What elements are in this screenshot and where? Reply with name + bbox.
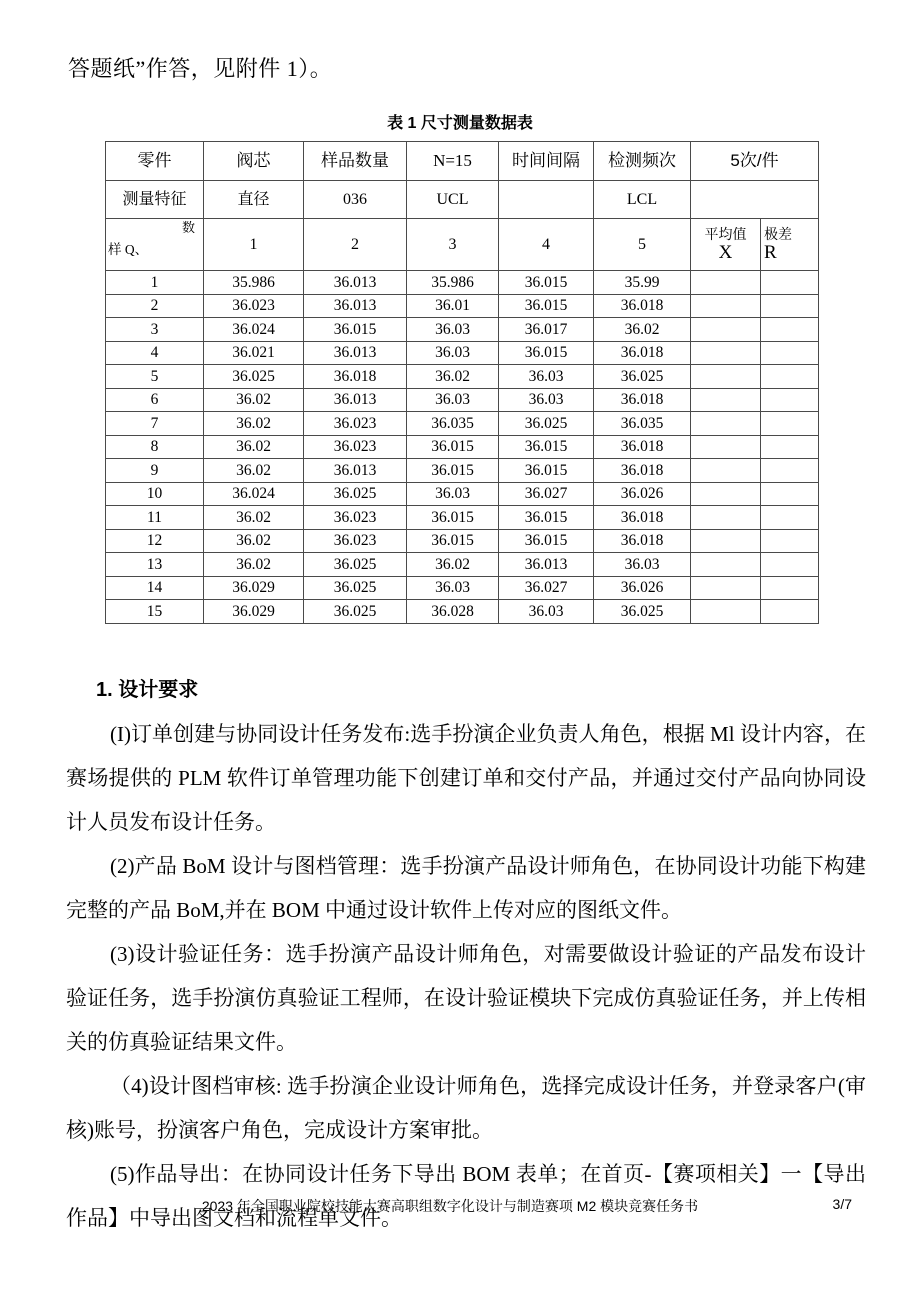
measurement-cell-4: 36.03	[499, 365, 594, 389]
measurement-cell-3: 36.015	[407, 435, 499, 459]
measurement-cell-2: 36.015	[304, 318, 407, 342]
row-index-cell: 13	[106, 553, 204, 577]
measurement-cell-3: 36.028	[407, 600, 499, 624]
row-index-cell: 11	[106, 506, 204, 530]
measurement-cell-3: 36.02	[407, 553, 499, 577]
header-spec-value: 036	[304, 181, 407, 219]
table-row	[106, 435, 819, 459]
measurement-cell-2: 36.013	[304, 271, 407, 295]
table-row	[106, 576, 819, 600]
body-text-block	[66, 668, 866, 1240]
requirement-paragraph-3: (3)设计验证任务：选手扮演产品设计师角色，对需要做设计验证的产品发布设计验证任务，选手扮演仿真验证工程师，在设计验证模块下完成仿真验证任务，并上传相关的仿真验证结果文件。	[66, 942, 866, 1054]
row-mean-cell	[691, 435, 761, 459]
header-measure-feature-value: 直径	[204, 181, 304, 219]
measurement-cell-2: 36.023	[304, 506, 407, 530]
row-mean-cell	[691, 576, 761, 600]
table-row	[106, 412, 819, 436]
measurement-cell-5: 36.018	[594, 506, 691, 530]
row-mean-cell	[691, 506, 761, 530]
measurement-cell-3: 35.986	[407, 271, 499, 295]
header-time-interval-label: 时间间隔	[499, 142, 594, 181]
measurement-cell-1: 36.021	[204, 341, 304, 365]
table-row	[106, 388, 819, 412]
row-index-cell: 5	[106, 365, 204, 389]
measurement-cell-5: 36.018	[594, 388, 691, 412]
table-row	[106, 318, 819, 342]
measurement-cell-3: 36.02	[407, 365, 499, 389]
row-index-cell: 6	[106, 388, 204, 412]
row-index-cell: 7	[106, 412, 204, 436]
table-header-row-1	[106, 142, 819, 181]
header-part-value: 阀芯	[204, 142, 304, 181]
measurement-cell-4: 36.015	[499, 435, 594, 459]
row-mean-cell	[691, 482, 761, 506]
measurement-cell-2: 36.025	[304, 576, 407, 600]
table-header-row-3	[106, 219, 819, 271]
measurement-cell-2: 36.025	[304, 553, 407, 577]
measurement-cell-3: 36.03	[407, 388, 499, 412]
table-data-body	[106, 271, 819, 624]
table-row	[106, 294, 819, 318]
mean-label: 平均值	[704, 225, 747, 242]
measurement-cell-5: 36.018	[594, 341, 691, 365]
header-sample-qty-value: N=15	[407, 142, 499, 181]
measurement-cell-4: 36.025	[499, 412, 594, 436]
header-ucl-value	[499, 181, 594, 219]
measurement-cell-4: 36.015	[499, 294, 594, 318]
corner-top-right-label: 数	[181, 220, 195, 235]
header-mean-cell	[691, 219, 761, 271]
row-mean-cell	[691, 553, 761, 577]
section-heading: 1. 设计要求	[96, 679, 199, 701]
measurement-cell-5: 36.018	[594, 435, 691, 459]
row-mean-cell	[691, 600, 761, 624]
row-range-cell	[761, 365, 819, 389]
measurement-cell-5: 36.03	[594, 553, 691, 577]
row-range-cell	[761, 388, 819, 412]
header-sample-qty-label: 样品数量	[304, 142, 407, 181]
corner-bottom-left-label: 样 Q、	[108, 242, 149, 258]
measurement-cell-2: 36.023	[304, 412, 407, 436]
measurement-cell-3: 36.015	[407, 529, 499, 553]
row-index-cell: 8	[106, 435, 204, 459]
header-sample-col-2: 2	[304, 219, 407, 271]
measurement-cell-1: 36.02	[204, 412, 304, 436]
row-index-cell: 14	[106, 576, 204, 600]
row-range-cell	[761, 341, 819, 365]
measurement-cell-2: 36.023	[304, 529, 407, 553]
row-mean-cell	[691, 412, 761, 436]
header-sample-col-5: 5	[594, 219, 691, 271]
row-range-cell	[761, 271, 819, 295]
table-row	[106, 341, 819, 365]
measurement-cell-4: 36.015	[499, 459, 594, 483]
row-mean-cell	[691, 271, 761, 295]
row-index-cell: 12	[106, 529, 204, 553]
table-row	[106, 529, 819, 553]
measurement-cell-4: 36.017	[499, 318, 594, 342]
measurement-cell-2: 36.013	[304, 341, 407, 365]
row-range-cell	[761, 553, 819, 577]
dimension-measurement-table	[105, 141, 819, 624]
header-sample-col-4: 4	[499, 219, 594, 271]
measurement-cell-4: 36.015	[499, 271, 594, 295]
row-mean-cell	[691, 388, 761, 412]
measurement-cell-5: 36.025	[594, 365, 691, 389]
measurement-cell-2: 36.013	[304, 294, 407, 318]
header-ucl-label: UCL	[407, 181, 499, 219]
requirement-paragraph-2: (2)产品 BoM 设计与图档管理：选手扮演产品设计师角色，在协同设计功能下构建完整的产品 BoM,并在 BOM 中通过设计软件上传对应的图纸文件。	[66, 854, 866, 922]
measurement-cell-3: 36.015	[407, 506, 499, 530]
row-mean-cell	[691, 318, 761, 342]
measurement-cell-3: 36.03	[407, 482, 499, 506]
measurement-cell-1: 36.024	[204, 482, 304, 506]
header-check-frequency-label: 检测频次	[594, 142, 691, 181]
row-range-cell	[761, 459, 819, 483]
row-range-cell	[761, 318, 819, 342]
mean-symbol: X	[718, 241, 733, 263]
row-mean-cell	[691, 294, 761, 318]
row-range-cell	[761, 576, 819, 600]
requirement-paragraph-4: （4)设计图档审核: 选手扮演企业设计师角色，选择完成设计任务，并登录客户(审核)账号，扮演客户角色，完成设计方案审批。	[66, 1074, 866, 1142]
row-index-cell: 15	[106, 600, 204, 624]
measurement-cell-3: 36.03	[407, 341, 499, 365]
measurement-cell-2: 36.023	[304, 435, 407, 459]
measurement-cell-5: 36.035	[594, 412, 691, 436]
measurement-cell-4: 36.027	[499, 482, 594, 506]
measurement-cell-1: 35.986	[204, 271, 304, 295]
measurement-cell-5: 36.026	[594, 482, 691, 506]
row-mean-cell	[691, 365, 761, 389]
row-index-cell: 2	[106, 294, 204, 318]
measurement-cell-2: 36.018	[304, 365, 407, 389]
measurement-cell-1: 36.02	[204, 553, 304, 577]
header-part-label: 零件	[106, 142, 204, 181]
measurement-cell-2: 36.025	[304, 600, 407, 624]
measurement-cell-1: 36.02	[204, 506, 304, 530]
header-lcl-label: LCL	[594, 181, 691, 219]
row-index-cell: 4	[106, 341, 204, 365]
header-corner-diagonal-cell	[106, 219, 204, 271]
footer-page-number: 3/7	[832, 1196, 852, 1212]
requirement-paragraph-1: (I)订单创建与协同设计任务发布:选手扮演企业负责人角色，根据 Ml 设计内容，在赛场提供的 PLM 软件订单管理功能下创建订单和交付产品，并通过交付产品向协同设计人员发布设计任务。	[66, 722, 866, 834]
row-range-cell	[761, 506, 819, 530]
measurement-cell-3: 36.015	[407, 459, 499, 483]
measurement-cell-1: 36.02	[204, 388, 304, 412]
header-check-frequency-value: 5次/件	[691, 142, 819, 181]
header-range-cell	[761, 219, 819, 271]
row-range-cell	[761, 529, 819, 553]
measurement-cell-4: 36.03	[499, 388, 594, 412]
measurement-cell-5: 36.025	[594, 600, 691, 624]
table-row	[106, 459, 819, 483]
row-index-cell: 10	[106, 482, 204, 506]
measurement-cell-5: 36.018	[594, 529, 691, 553]
measurement-cell-1: 36.029	[204, 600, 304, 624]
measurement-cell-5: 35.99	[594, 271, 691, 295]
table-row	[106, 271, 819, 295]
table-row	[106, 365, 819, 389]
table-header-row-2	[106, 181, 819, 219]
requirement-paragraph-5: (5)作品导出：在协同设计任务下导出 BOM 表单；在首页-【赛项相关】一【导出作品】中导出图文档和流程单文件。	[66, 1162, 866, 1230]
measurement-cell-2: 36.013	[304, 388, 407, 412]
range-symbol: R	[764, 241, 777, 263]
measurement-cell-1: 36.024	[204, 318, 304, 342]
measurement-cell-1: 36.025	[204, 365, 304, 389]
row-range-cell	[761, 482, 819, 506]
measurement-cell-4: 36.015	[499, 506, 594, 530]
measurement-cell-1: 36.02	[204, 459, 304, 483]
header-sample-col-3: 3	[407, 219, 499, 271]
measurement-cell-4: 36.013	[499, 553, 594, 577]
row-mean-cell	[691, 529, 761, 553]
measurement-cell-4: 36.03	[499, 600, 594, 624]
measurement-cell-4: 36.015	[499, 529, 594, 553]
row-mean-cell	[691, 341, 761, 365]
measurement-cell-5: 36.02	[594, 318, 691, 342]
measurement-cell-5: 36.018	[594, 459, 691, 483]
row-index-cell: 3	[106, 318, 204, 342]
measurement-cell-1: 36.023	[204, 294, 304, 318]
measurement-cell-3: 36.03	[407, 318, 499, 342]
row-mean-cell	[691, 459, 761, 483]
measurement-cell-1: 36.02	[204, 529, 304, 553]
row-range-cell	[761, 412, 819, 436]
row-range-cell	[761, 435, 819, 459]
measurement-cell-1: 36.029	[204, 576, 304, 600]
range-label: 极差	[764, 225, 792, 242]
measurement-cell-3: 36.03	[407, 576, 499, 600]
measurement-cell-4: 36.027	[499, 576, 594, 600]
table-row	[106, 482, 819, 506]
table-row	[106, 506, 819, 530]
measurement-cell-4: 36.015	[499, 341, 594, 365]
footer-title: 2023 年全国职业院校技能大赛高职组数字化设计与制造赛项 M2 模块竞赛任务书	[201, 1198, 699, 1214]
table-row	[106, 553, 819, 577]
header-sample-col-1: 1	[204, 219, 304, 271]
measurement-cell-3: 36.01	[407, 294, 499, 318]
header-measure-feature-label: 测量特征	[106, 181, 204, 219]
row-index-cell: 1	[106, 271, 204, 295]
header-lcl-value	[691, 181, 819, 219]
measurement-cell-3: 36.035	[407, 412, 499, 436]
measurement-cell-5: 36.026	[594, 576, 691, 600]
measurement-cell-1: 36.02	[204, 435, 304, 459]
measurement-cell-2: 36.025	[304, 482, 407, 506]
table-caption: 表 1 尺寸测量数据表	[387, 115, 533, 132]
row-range-cell	[761, 600, 819, 624]
measurement-cell-5: 36.018	[594, 294, 691, 318]
row-index-cell: 9	[106, 459, 204, 483]
table-row	[106, 600, 819, 624]
measurement-cell-2: 36.013	[304, 459, 407, 483]
row-range-cell	[761, 294, 819, 318]
top-continuation-text: 答题纸”作答，见附件 1）。	[68, 56, 333, 81]
